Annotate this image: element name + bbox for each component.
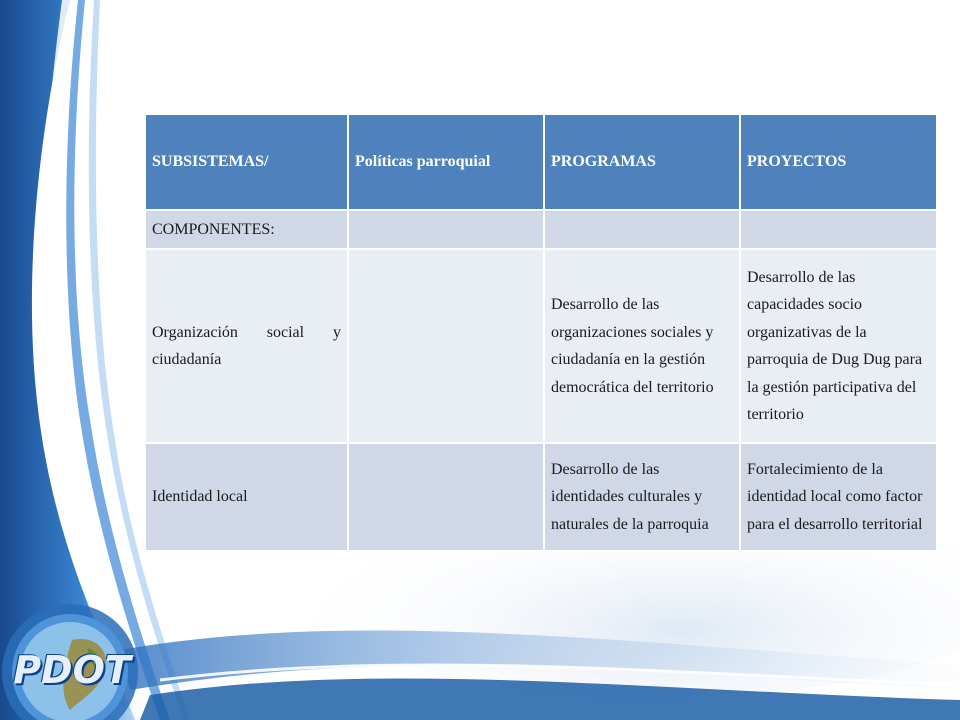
cell-programa-identidades: Desarrollo de las identidades culturales y naturales de la parroquia bbox=[544, 443, 740, 551]
table-row bbox=[145, 249, 937, 443]
pdot-logo bbox=[12, 648, 132, 692]
cell-organizacion-line2: ciudadanía bbox=[152, 351, 222, 368]
table-row bbox=[145, 443, 937, 551]
header-subsistemas: SUBSISTEMAS/ bbox=[145, 114, 348, 210]
cell-identidad: Identidad local bbox=[145, 443, 348, 551]
logo-text: PDOT bbox=[13, 648, 131, 692]
cell-empty bbox=[544, 210, 740, 249]
cell-empty bbox=[740, 210, 937, 249]
cell-empty bbox=[348, 249, 544, 443]
cell-empty bbox=[348, 443, 544, 551]
cell-proyecto-fortalecimiento: Fortalecimiento de la identidad local como factor para el desarrollo territorial bbox=[740, 443, 937, 551]
cell-componentes: COMPONENTES: bbox=[145, 210, 348, 249]
header-proyectos: PROYECTOS bbox=[740, 114, 937, 210]
header-programas: PROGRAMAS bbox=[544, 114, 740, 210]
cell-proyecto-capacidades: Desarrollo de las capacidades socio organizativas de la parroquia de Dug Dug para la gestión participativa del territorio bbox=[740, 249, 937, 443]
cell-organizacion bbox=[145, 249, 348, 443]
table-row bbox=[145, 210, 937, 249]
header-row bbox=[145, 114, 937, 210]
cell-empty bbox=[348, 210, 544, 249]
cell-programa-organizaciones: Desarrollo de las organizaciones sociales y ciudadanía en la gestión democrática del territorio bbox=[544, 249, 740, 443]
cell-organizacion-line1: Organización social y bbox=[152, 323, 341, 341]
pdot-table bbox=[144, 113, 938, 552]
header-politicas: Políticas parroquial bbox=[348, 114, 544, 210]
